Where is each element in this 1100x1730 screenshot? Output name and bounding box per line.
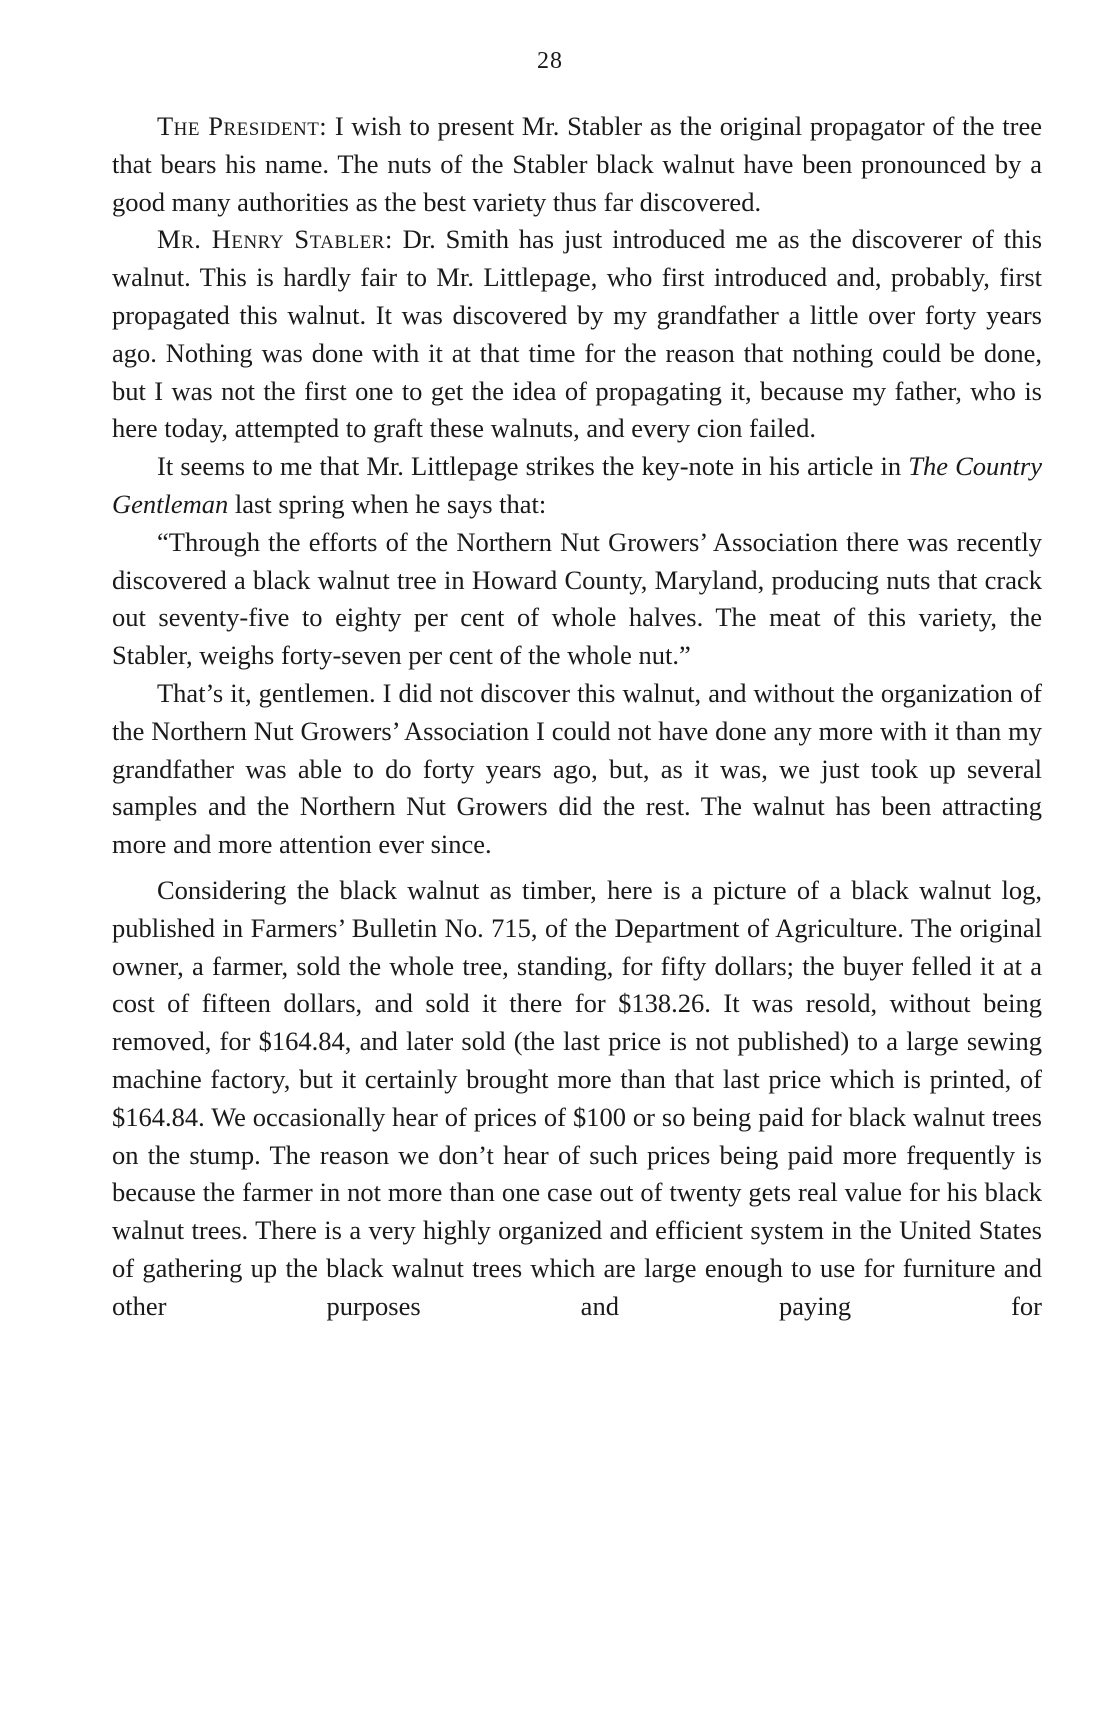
speaker-name: The President: xyxy=(157,111,328,141)
paragraph-stabler xyxy=(112,221,1042,448)
paragraph-text: Considering the black walnut as timber, here is a picture of a black walnut log, published in Farmers’ Bulletin No. 715, of the Department of Agriculture. The original owner, a farmer, sold the whole tree, standing, for fifty dollars; the buyer felled it at a cost of fifteen dollars, and sold it there for $138.26. It was resold, without being removed, for $164.84, and later sold (the last price is not published) to a large sewing machine factory, but it certainly brought more than that last price which is printed, of $164.84. We occasionally hear of prices of $100 or so being paid for black walnut trees on the stump. The reason we don’t hear of such prices being paid more frequently is because the farmer in not more than one case out of twenty gets real value for his black walnut trees. There is a very highly organized and efficient system in the United States of gathering up the black walnut trees which are large enough to use for furniture and other purposes and paying for xyxy=(112,874,1042,1321)
paragraph-timber xyxy=(112,872,1042,1326)
paragraph-text: It seems to me that Mr. Littlepage strikes the key-note in his article in xyxy=(157,451,909,482)
paragraph-text: “Through the efforts of the Northern Nut Growers’ Association there was recently discovered a black walnut tree in Howard County, Maryland, producing nuts that crack out seventy-five to eighty per cent of whole halves. The meat of this variety, the Stabler, weighs forty-seven per cent of the whole nut.” xyxy=(112,526,1042,671)
paragraph-text: That’s it, gentlemen. I did not discover this walnut, and without the organization of the Northern Nut Growers’ Association I could not have done any more with it than my grandfather was able to do forty years ago, but, as it was, we just took up several samples and the Northern Nut Growers did the rest. The walnut has been attracting more and more attention ever since. xyxy=(112,677,1042,860)
paragraph-text: last spring when he says that: xyxy=(228,488,547,519)
body-text xyxy=(112,108,1042,1326)
speaker-name: Mr. Henry Stabler: xyxy=(157,224,393,255)
paragraph-quotation xyxy=(112,524,1042,675)
paragraph-text: I wish to present Mr. Stabler as the original propagator of the tree that bears his name. The nuts of the Stabler black walnut have been pronounced by a good many authorities as the best variety thus far discovered. xyxy=(112,111,1042,217)
paragraph-gentlemen xyxy=(112,675,1042,864)
paragraph-president xyxy=(112,108,1042,221)
page-number: 28 xyxy=(537,48,563,74)
paragraph-keynote xyxy=(112,448,1042,524)
publication-title: The Country Gentleman xyxy=(112,451,1042,519)
paragraph-text: Dr. Smith has just introduced me as the discoverer of this walnut. This is hardly fair to Mr. Littlepage, who first introduced and, probably, first propagated this walnut. It was discovered by my grandfather a little over forty years ago. Nothing was done with it at that time for the reason that nothing could be done, but I was not the first one to get the idea of propagating it, because my father, who is here today, attempted to graft these walnuts, and every cion failed. xyxy=(112,224,1043,444)
